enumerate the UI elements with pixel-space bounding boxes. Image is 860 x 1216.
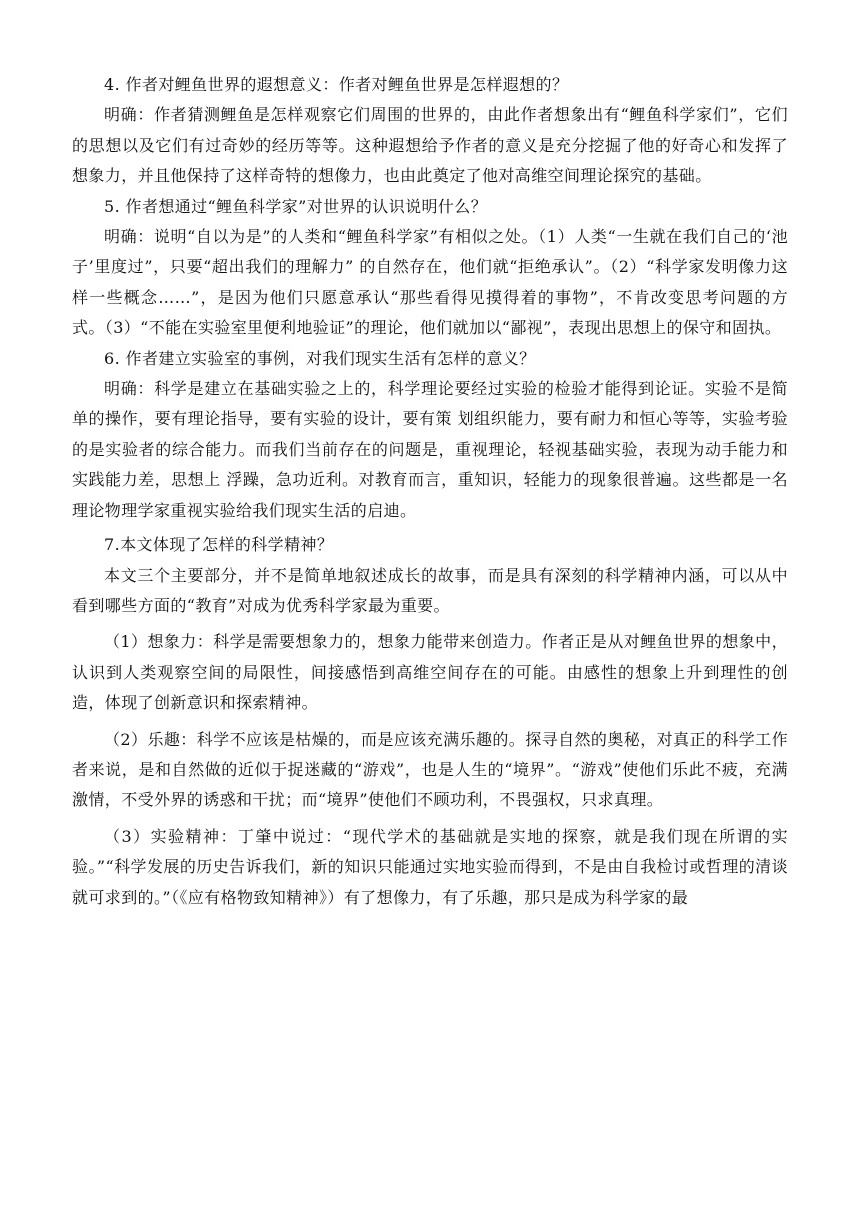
answer-7-point-3: （3）实验精神：丁肇中说过：“现代学术的基础就是实地的探察，就是我们现在所谓的实验。”“科学发展的历史告诉我们，新的知识只能通过实地实验而得到，不是由自我检讨或哲理的清谈就可求到的。”（《应有格物致知精神》）有了想像力，有了乐趣，那只是成为科学家的最 — [72, 826, 788, 907]
document-body — [72, 70, 788, 913]
question-7: 7.本文体现了怎样的科学精神？ — [104, 535, 334, 555]
question-6: 6. 作者建立实验室的事例，对我们现实生活有怎样的意义？ — [104, 348, 536, 368]
answer-4: 明确：作者猜测鲤鱼是怎样观察它们周围的世界的，由此作者想象出有“鲤鱼科学家们”，它们的思想以及它们有过奇妙的经历等等。这种遐想给予作者的意义是充分挖掘了他的好奇心和发挥了想象力，并且他保持了这样奇特的想像力，也由此奠定了他对高维空间理论探究的基础。 — [72, 105, 788, 186]
answer-7-intro: 本文三个主要部分，并不是简单地叙述成长的故事，而是具有深刻的科学精神内涵，可以从中看到哪些方面的“教育”对成为优秀科学家最为重要。 — [72, 565, 788, 615]
question-5: 5. 作者想通过“鲤鱼科学家”对世界的认识说明什么？ — [104, 196, 488, 216]
answer-7-point-2: （2）乐趣：科学不应该是枯燥的，而是应该充满乐趣的。探寻自然的奥秘，对真正的科学工作者来说，是和自然做的近似于捉迷藏的“游戏”，也是人生的“境界”。“游戏”使他们乐此不疲，充满激情，不受外界的诱惑和干扰；而“境界”使他们不顾功利，不畏强权，只求真理。 — [72, 729, 788, 810]
answer-6: 明确：科学是建立在基础实验之上的，科学理论要经过实验的检验才能得到论证。实验不是简单的操作，要有理论指导，要有实验的设计，要有策 划组织能力，要有耐力和恒心等等，实验考验的是实验者的综合能力。而我们当前存在的问题是，重视理论，轻视基础实验，表现为动手能力和实践能力差，思想上 浮躁，急功近利。对教育而言，重知识，轻能力的现象很普遍。这些都是一名理论物理学家重视实验给我们现实生活的启迪。 — [72, 379, 788, 520]
answer-7-point-1: （1）想象力：科学是需要想象力的，想象力能带来创造力。作者正是从对鲤鱼世界的想象中，认识到人类观察空间的局限性，间接感悟到高维空间存在的可能。由感性的想象上升到理性的创造，体现了创新意识和探索精神。 — [72, 632, 788, 713]
answer-5: 明确：说明“自以为是”的人类和“鲤鱼科学家”有相似之处。（1）人类“一生就在我们自己的‘池子’里度过”，只要“超出我们的理解力” 的自然存在，他们就“拒绝承认”。（2）“科学家发明像力这样一些概念……”，是因为他们只愿意承认“那些看得见摸得着的事物”，不肯改变思考问题的方 式。（3）“不能在实验室里便利地验证”的理论，他们就加以“鄙视”，表现出思想上的保守和固执。 — [72, 227, 788, 338]
question-4: 4. 作者对鲤鱼世界的遐想意义：作者对鲤鱼世界是怎样遐想的？ — [104, 75, 569, 94]
